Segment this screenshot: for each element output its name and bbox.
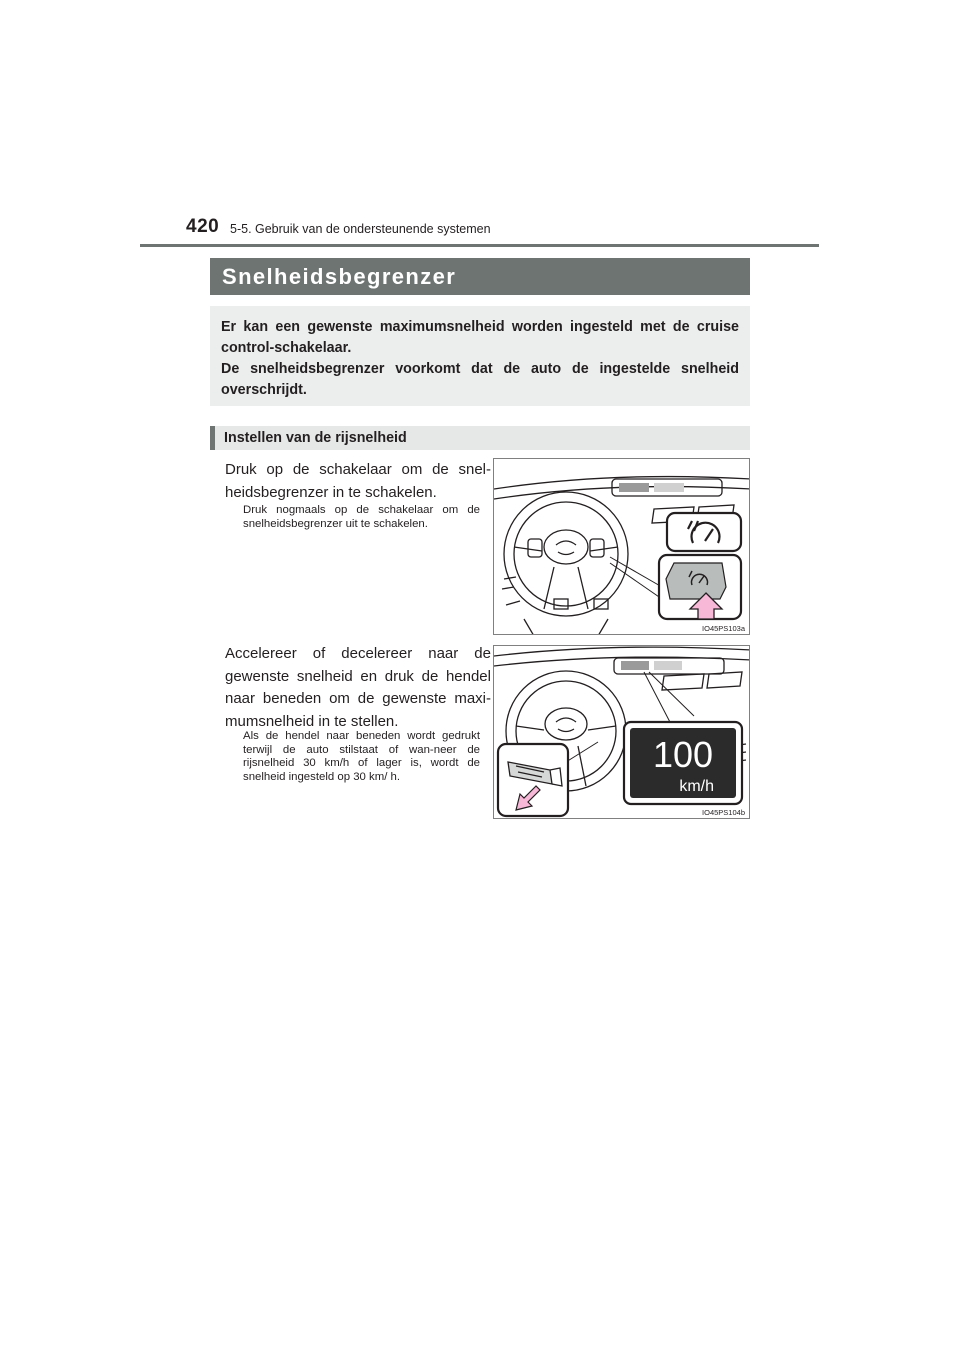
intro-line-2: De snelheidsbegrenzer voorkomt dat de auto de ingestelde snelheid overschrijdt. xyxy=(221,361,739,398)
dashboard-illustration-2 xyxy=(494,646,750,819)
display-speed: 100 xyxy=(652,734,714,775)
dashboard-illustration-1 xyxy=(494,459,750,635)
page-number: 420 xyxy=(186,216,220,237)
step-1-note: Druk nogmaals op de schakelaar om de snelheidsbegrenzer uit te schakelen. xyxy=(243,504,480,530)
figure-code-1: IO45PS103a xyxy=(702,624,745,633)
figure-code-2: IO45PS104b xyxy=(702,808,745,817)
figure-speed-limiter-switch xyxy=(493,458,750,635)
header-rule xyxy=(140,244,819,247)
subheading-label: Instellen van de rijsnelheid xyxy=(224,430,407,446)
subheading xyxy=(210,426,750,450)
step-2-text: Accelereer of decelereer naar de gewenste snelheid en druk de hendel naar beneden om de gewenste maxi-mumsnelheid in te stellen. xyxy=(225,645,491,730)
page-title: Snelheidsbegrenzer xyxy=(222,264,457,289)
title-bar xyxy=(210,258,750,295)
intro-line-1: Er kan een gewenste maximumsnelheid worden ingesteld met de cruise control-schakelaar. xyxy=(221,319,739,356)
intro-box xyxy=(210,306,750,406)
step-2-note: Als de hendel naar beneden wordt gedrukt terwijl de auto stilstaat of wan-neer de rijsnelheid 30 km/h of lager is, wordt de snelheid ingesteld op 30 km/ h. xyxy=(243,730,480,783)
display-unit: km/h xyxy=(679,778,714,795)
section-path: 5-5. Gebruik van de ondersteunende systemen xyxy=(230,222,491,236)
figure-set-speed-lever xyxy=(493,645,750,819)
step-1-text: Druk op de schakelaar om de snel-heidsbegrenzer in te schakelen. xyxy=(225,461,491,501)
